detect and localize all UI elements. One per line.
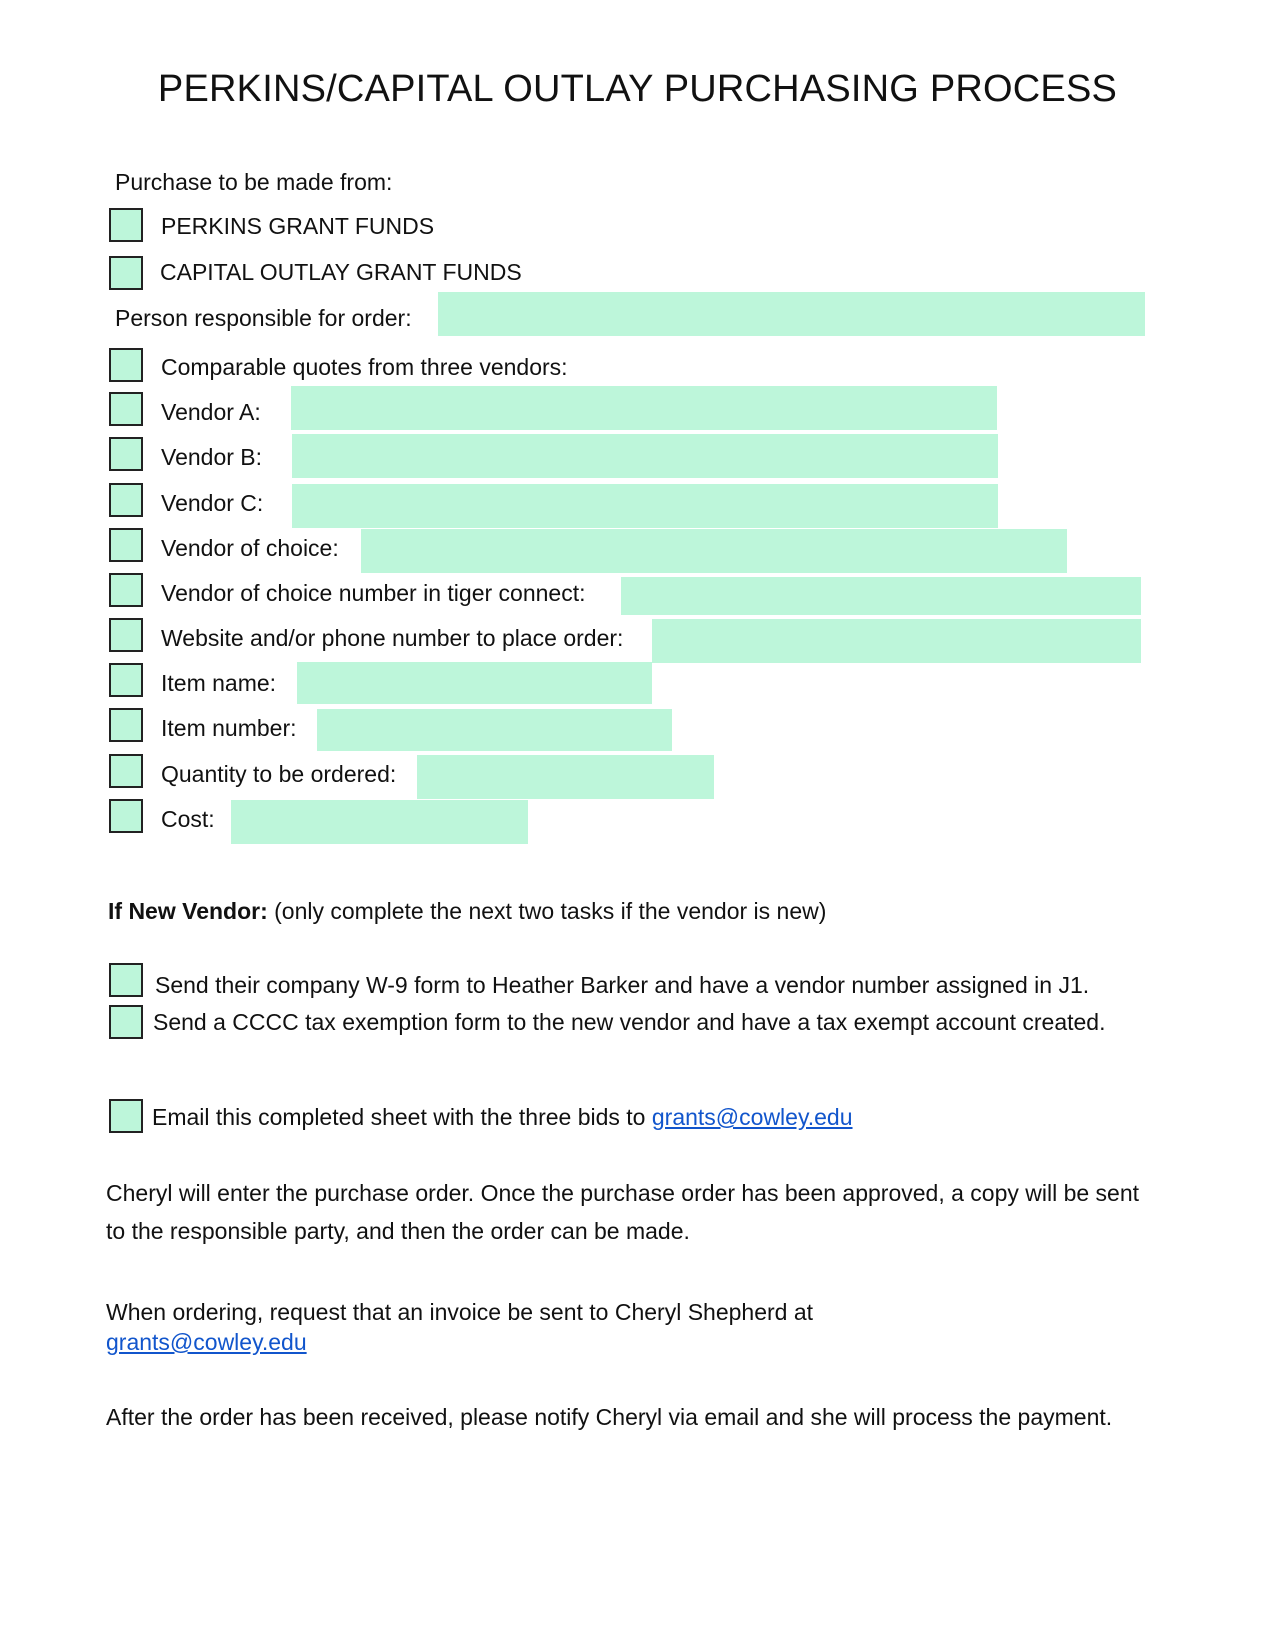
person-responsible-label: Person responsible for order: — [115, 305, 412, 331]
website-phone-label: Website and/or phone number to place order: — [161, 625, 624, 651]
vendor-of-choice-checkbox[interactable] — [109, 528, 143, 562]
new-vendor-heading: If New Vendor: — [108, 898, 268, 924]
item-number-checkbox[interactable] — [109, 708, 143, 742]
perkins-funds-checkbox[interactable] — [109, 208, 143, 242]
person-responsible-field[interactable] — [438, 292, 1145, 336]
comparable-quotes-checkbox[interactable] — [109, 348, 143, 382]
capital-outlay-funds-checkbox[interactable] — [109, 256, 143, 290]
cost-checkbox[interactable] — [109, 799, 143, 833]
quantity-checkbox[interactable] — [109, 754, 143, 788]
w9-task-checkbox[interactable] — [109, 963, 143, 997]
vendor-of-choice-label: Vendor of choice: — [161, 535, 339, 561]
vendor-b-label: Vendor B: — [161, 444, 263, 470]
vendor-a-label: Vendor A: — [161, 399, 261, 425]
purchase-from-label: Purchase to be made from: — [115, 169, 393, 195]
website-phone-checkbox[interactable] — [109, 618, 143, 652]
new-vendor-heading-line — [108, 897, 826, 925]
email-task-label: Email this completed sheet with the three bids to — [152, 1104, 646, 1130]
item-name-checkbox[interactable] — [109, 663, 143, 697]
invoice-text: When ordering, request that an invoice be sent to Cheryl Shepherd at — [106, 1299, 814, 1325]
vendor-b-field[interactable] — [292, 434, 998, 478]
item-name-label: Item name: — [161, 670, 277, 696]
website-phone-field[interactable] — [652, 619, 1141, 663]
item-name-field[interactable] — [297, 662, 652, 704]
invoice-email-link[interactable]: grants@cowley.edu — [106, 1329, 307, 1355]
tax-exemption-task-label: Send a CCCC tax exemption form to the new vendor and have a tax exempt account created. — [153, 1009, 1106, 1035]
vendor-b-checkbox[interactable] — [109, 437, 143, 471]
page-title: PERKINS/CAPITAL OUTLAY PURCHASING PROCESS — [157, 68, 1118, 110]
w9-task-label: Send their company W-9 form to Heather Barker and have a vendor number assigned in J1. — [155, 972, 1090, 998]
tiger-connect-number-checkbox[interactable] — [109, 573, 143, 607]
email-task-checkbox[interactable] — [109, 1099, 143, 1133]
item-number-field[interactable] — [317, 709, 672, 751]
cost-label: Cost: — [161, 806, 215, 832]
tiger-connect-number-field[interactable] — [621, 577, 1141, 615]
email-task-link[interactable]: grants@cowley.edu — [651, 1104, 853, 1130]
tiger-connect-number-label: Vendor of choice number in tiger connect: — [161, 580, 586, 606]
email-task-line — [152, 1103, 853, 1131]
perkins-funds-label: PERKINS GRANT FUNDS — [161, 213, 435, 239]
after-order-paragraph: After the order has been received, please notify Cheryl via email and she will process the payment. — [106, 1404, 1113, 1430]
vendor-c-checkbox[interactable] — [109, 483, 143, 517]
vendor-of-choice-field[interactable] — [361, 529, 1067, 573]
quantity-field[interactable] — [417, 755, 714, 799]
item-number-label: Item number: — [161, 715, 297, 741]
quantity-label: Quantity to be ordered: — [161, 761, 397, 787]
capital-outlay-funds-label: CAPITAL OUTLAY GRANT FUNDS — [160, 259, 522, 285]
vendor-a-checkbox[interactable] — [109, 392, 143, 426]
comparable-quotes-label: Comparable quotes from three vendors: — [161, 354, 568, 380]
vendor-c-field[interactable] — [292, 484, 998, 528]
cost-field[interactable] — [231, 800, 528, 844]
purchase-order-paragraph: Cheryl will enter the purchase order. Once the purchase order has been approved, a copy will be sent to the responsible party, and then the order can be made. — [106, 1180, 1140, 1244]
tax-exemption-task-checkbox[interactable] — [109, 1005, 143, 1039]
new-vendor-note: (only complete the next two tasks if the vendor is new) — [274, 898, 827, 924]
vendor-c-label: Vendor C: — [161, 490, 264, 516]
vendor-a-field[interactable] — [291, 386, 997, 430]
